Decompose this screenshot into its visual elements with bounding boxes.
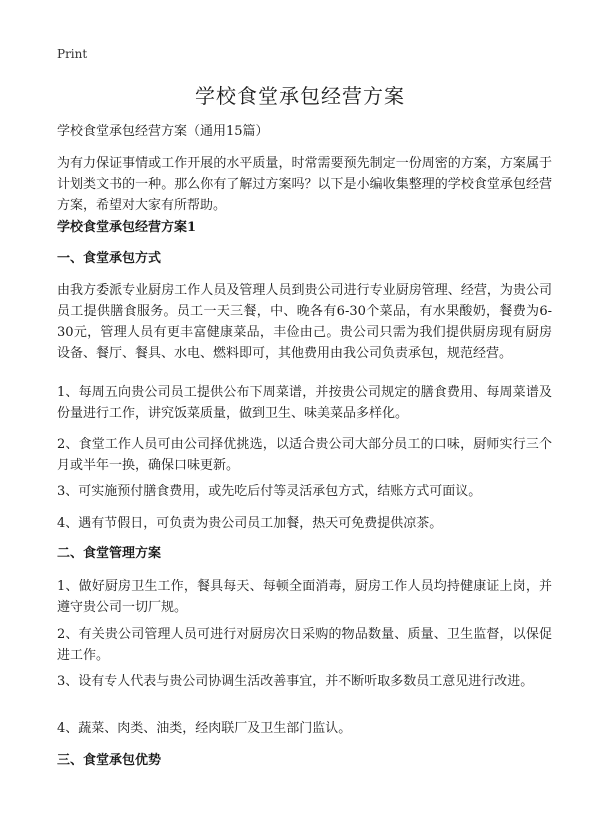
paragraph: 由我方委派专业厨房工作人员及管理人员到贵公司进行专业厨房管理、经营，为贵公司员工提供膳食服务。员工一天三餐，中、晚各有6-30个菜品，有水果酸奶，餐费为6-30元，管理人员有更丰富健康菜品，丰俭由己。贵公司只需为我们提供厨房现有厨房设备、餐厅、餐具、水电、燃料即可，其他费用由我公司负责承包，规范经营。: [57, 283, 552, 361]
paragraph: 3、设有专人代表与贵公司协调生活改善事宜，并不断听取多数员工意见进行改进。: [57, 674, 534, 689]
intro-paragraph: 为有力保证事情或工作开展的水平质量，时常需要预先制定一份周密的方案，方案属于计划类文书的一种。那么你有了解过方案吗？以下是小编收集整理的学校食堂承包经营方案，希望对大家有所帮助。: [57, 156, 552, 213]
paragraph: 4、遇有节假日，可负责为贵公司员工加餐，热天可免费提供凉茶。: [57, 516, 443, 531]
paragraph: 2、有关贵公司管理人员可进行对厨房次日采购的物品数量、质量、卫生监督，以保促进工作。: [57, 627, 552, 663]
plan-heading: 学校食堂承包经营方案1: [57, 220, 197, 235]
paragraph: 1、做好厨房卫生工作，餐具每天、每顿全面消毒，厨房工作人员均持健康证上岗，并遵守贵公司一切厂规。: [57, 579, 552, 615]
subtitle: 学校食堂承包经营方案（通用15篇）: [57, 124, 269, 139]
section-heading-contract-method: 一、食堂承包方式: [57, 251, 162, 266]
paragraph: 2、食堂工作人员可由公司择优挑选，以适合贵公司大部分员工的口味，厨师实行三个月或半年一换，确保口味更新。: [57, 437, 552, 473]
paragraph: 3、可实施预付膳食费用，或先吃后付等灵活承包方式，结账方式可面议。: [57, 484, 482, 499]
page-title: 学校食堂承包经营方案: [195, 84, 405, 108]
section-heading-management-plan: 二、食堂管理方案: [57, 546, 162, 561]
paragraph: 4、蔬菜、肉类、油类，经肉联厂及卫生部门监认。: [57, 721, 352, 736]
print-link[interactable]: Print: [57, 47, 88, 61]
paragraph: 1、每周五向贵公司员工提供公布下周菜谱，并按贵公司规定的膳食费用、每周菜谱及份量进行工作，讲究饭菜质量，做到卫生、味美菜品多样化。: [57, 385, 552, 421]
section-heading-advantages: 三、食堂承包优势: [57, 753, 162, 768]
